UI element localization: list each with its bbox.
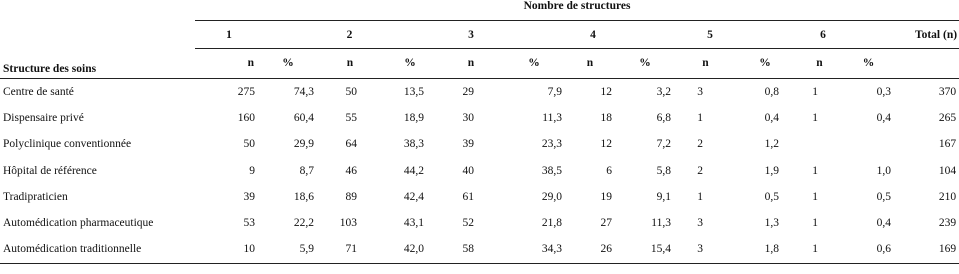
cell-pct: 60,4 [293, 111, 314, 124]
cell-pct: 0,5 [876, 190, 891, 203]
sub-header-pct: % [382, 49, 438, 79]
total-header: Total (n) [891, 21, 959, 49]
cell-total: 239 [938, 217, 957, 230]
row-label: Polyclinique conventionnée [3, 138, 132, 151]
group-header-3: 3 [438, 21, 564, 49]
group-header-1: 1 [195, 21, 318, 49]
cell-pct: 38,3 [403, 138, 424, 151]
sub-header-row [0, 49, 959, 79]
cell-pct: 7,9 [504, 78, 564, 105]
cell-pct: 29,9 [293, 138, 314, 151]
cell-pct: 0,4 [876, 217, 891, 230]
cell-pct: 7,2 [656, 138, 671, 151]
cell-pct: 11,3 [651, 217, 671, 230]
cell-pct: 1,2 [764, 138, 779, 151]
cell-total: 265 [938, 111, 957, 124]
cell-n: 160 [237, 111, 255, 124]
table-row [0, 157, 959, 183]
row-label: Dispensaire privé [3, 111, 84, 124]
cell-pct: 29,0 [541, 190, 562, 203]
cell-n: 46 [345, 164, 357, 177]
cell-pct: 1,0 [876, 164, 891, 177]
cell-n: 1 [812, 164, 818, 177]
cell-n: 1 [697, 190, 703, 203]
sub-header-n: n [564, 49, 616, 79]
super-header: Nombre de structures [523, 0, 631, 12]
group-header-6: 6 [793, 21, 891, 49]
cell-pct: 22,2 [293, 217, 314, 230]
cell-n: 275 [195, 78, 258, 105]
cell-n: 71 [318, 236, 382, 263]
cell-pct: 0,3 [846, 78, 891, 105]
cell-n: 1 [812, 190, 818, 203]
cell-pct: 0,4 [876, 111, 891, 124]
cell-pct: 9,1 [656, 190, 671, 203]
table-row [0, 131, 959, 157]
cell-n: 12 [600, 138, 612, 151]
cell-pct: 18,9 [403, 111, 424, 124]
cell-total: 169 [891, 236, 959, 263]
cell-pct: 44,2 [403, 164, 424, 177]
cell-n: 9 [249, 164, 255, 177]
cell-n: 27 [600, 217, 612, 230]
sub-header-n: n [793, 49, 846, 79]
cell-n: 6 [606, 164, 612, 177]
cell-pct: 0,5 [764, 190, 779, 203]
table-row [0, 184, 959, 210]
cell-pct: 8,7 [299, 164, 314, 177]
cell-n: 1 [812, 111, 818, 124]
cell-pct: 13,5 [382, 78, 438, 105]
cell-pct: 1,8 [737, 236, 793, 263]
row-label: Centre de santé [0, 78, 195, 105]
cell-total: 167 [938, 138, 957, 151]
row-label: Automédication pharmaceutique [3, 217, 154, 230]
sub-header-n: n [674, 49, 737, 79]
cell-n: 3 [674, 78, 737, 105]
cell-pct: 5,8 [656, 164, 671, 177]
cell-n: 29 [438, 78, 504, 105]
cell-n: 1 [793, 236, 846, 263]
cell-pct: 42,4 [403, 190, 424, 203]
cell-n: 39 [462, 138, 474, 151]
cell-n: 3 [674, 236, 737, 263]
cell-pct: 43,1 [403, 217, 424, 230]
cell-n: 30 [462, 111, 474, 124]
sub-header-pct: % [846, 49, 891, 79]
cell-n: 19 [600, 190, 612, 203]
cell-n: 61 [462, 190, 474, 203]
cell-n: 58 [438, 236, 504, 263]
cell-pct [846, 131, 891, 157]
cell-n: 1 [697, 111, 703, 124]
cell-n: 89 [345, 190, 357, 203]
cell-n: 53 [243, 217, 255, 230]
cell-pct: 0,4 [764, 111, 779, 124]
cell-pct: 23,3 [541, 138, 562, 151]
cell-total: 210 [938, 190, 957, 203]
cell-total: 370 [891, 78, 959, 105]
cell-pct: 0,8 [737, 78, 793, 105]
cell-n: 10 [195, 236, 258, 263]
cell-pct: 1,9 [764, 164, 779, 177]
cell-pct: 6,8 [656, 111, 671, 124]
cell-n: 64 [345, 138, 357, 151]
cell-pct: 3,2 [616, 78, 674, 105]
group-header-4: 4 [564, 21, 674, 49]
cell-n: 103 [339, 217, 357, 230]
row-header: Structure des soins [3, 62, 97, 75]
cell-n: 50 [318, 78, 382, 105]
sub-header-pct: % [258, 49, 318, 79]
cell-n [793, 131, 846, 157]
cell-pct: 1,3 [764, 217, 779, 230]
cell-pct: 5,9 [258, 236, 318, 263]
cell-pct: 18,6 [293, 190, 314, 203]
table-row [0, 78, 959, 105]
cell-pct: 38,5 [541, 164, 562, 177]
cell-n: 52 [462, 217, 474, 230]
cell-total: 104 [938, 164, 957, 177]
sub-header-pct: % [504, 49, 564, 79]
sub-header-n: n [318, 49, 382, 79]
sub-header-pct: % [737, 49, 793, 79]
row-label: Tradipraticien [3, 190, 68, 203]
cell-n: 2 [697, 164, 703, 177]
cell-n: 50 [243, 138, 255, 151]
cell-n: 12 [564, 78, 616, 105]
table-row [0, 105, 959, 131]
cell-pct: 15,4 [616, 236, 674, 263]
cell-n: 18 [600, 111, 612, 124]
sub-header-n: n [195, 49, 258, 79]
row-label: Automédication traditionnelle [0, 236, 195, 263]
row-label: Hôpital de référence [3, 164, 97, 177]
cell-n: 26 [564, 236, 616, 263]
table-row [0, 236, 959, 263]
cell-pct: 11,3 [542, 111, 562, 124]
cell-pct: 21,8 [541, 217, 562, 230]
group-header-5: 5 [674, 21, 793, 49]
cell-pct: 34,3 [504, 236, 564, 263]
cell-pct: 74,3 [258, 78, 318, 105]
group-header-2: 2 [318, 21, 438, 49]
group-header-row [0, 21, 959, 49]
cell-pct: 42,0 [382, 236, 438, 263]
cell-n: 40 [462, 164, 474, 177]
cell-n: 1 [812, 217, 818, 230]
cell-n: 55 [345, 111, 357, 124]
cell-n: 2 [697, 138, 703, 151]
cell-n: 39 [243, 190, 255, 203]
cell-n: 3 [697, 217, 703, 230]
sub-header-n: n [438, 49, 504, 79]
cell-n: 1 [793, 78, 846, 105]
sub-header-pct: % [616, 49, 674, 79]
super-header-row [0, 0, 959, 21]
cell-pct: 0,6 [846, 236, 891, 263]
table-row [0, 210, 959, 236]
